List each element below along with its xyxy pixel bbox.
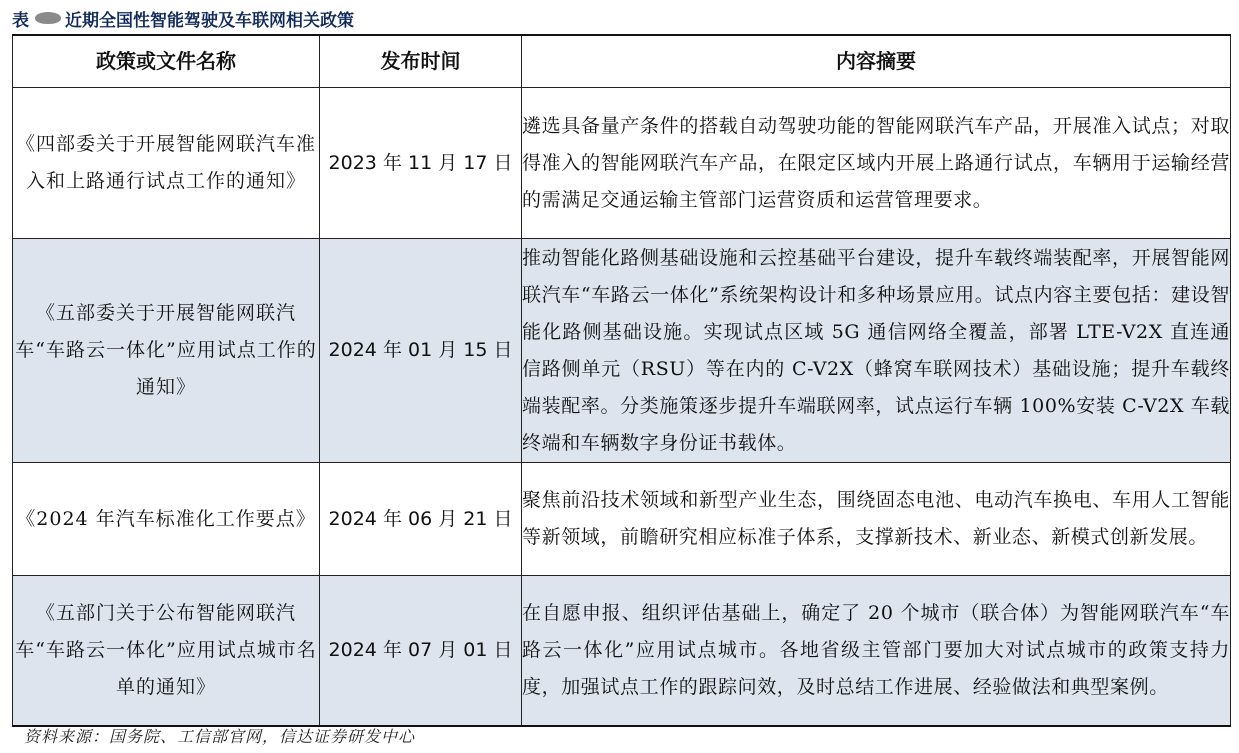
publish-date-cell: 2024 年 06 月 21 日: [320, 463, 522, 576]
policy-name-cell: 《2024 年汽车标准化工作要点》: [13, 463, 320, 576]
summary-cell: 遴选具备量产条件的搭载自动驾驶功能的智能网联汽车产品，开展准入试点；对取得准入的智能网联汽车产品，在限定区域内开展上路通行试点，车辆用于运输经营的需满足交通运输主管部门运营资质和运营管理要求。: [522, 88, 1231, 239]
header-publish-date: 发布时间: [320, 35, 522, 88]
table-row: [13, 576, 1231, 726]
policy-table: [12, 34, 1231, 727]
source-note: 资料来源：国务院、工信部官网，信达证券研发中心: [24, 727, 416, 746]
publish-date-cell: 2024 年 07 月 01 日: [320, 576, 522, 726]
table-header-row: [13, 35, 1231, 88]
summary-cell: 推动智能化路侧基础设施和云控基础平台建设，提升车载终端装配率，开展智能网联汽车“车路云一体化”系统架构设计和多种场景应用。试点内容主要包括：建设智能化路侧基础设施。实现试点区域 5G 通信网络全覆盖，部署 LTE-V2X 直连通信路侧单元（RSU）等在内的 C-V2X（蜂窝车联网技术）基础设施；提升车载终端装配率。分类施策逐步提升车端联网率，试点运行车辆 100%安装 C-V2X 车载终端和车辆数字身份证书载体。: [522, 239, 1231, 463]
table-row: [13, 88, 1231, 239]
policy-name-cell: 《四部委关于开展智能网联汽车准入和上路通行试点工作的通知》: [13, 88, 320, 239]
caption-prefix: 表: [12, 10, 29, 31]
publish-date-cell: 2023 年 11 月 17 日: [320, 88, 522, 239]
table-row: [13, 463, 1231, 576]
policy-name-cell: 《五部委关于开展智能网联汽车“车路云一体化”应用试点工作的通知》: [13, 239, 320, 463]
caption-title: 近期全国性智能驾驶及车联网相关政策: [65, 10, 354, 31]
table-caption: [12, 6, 354, 30]
header-summary: 内容摘要: [522, 35, 1231, 88]
policy-name-cell: 《五部门关于公布智能网联汽车“车路云一体化”应用试点城市名单的通知》: [13, 576, 320, 726]
table-row: [13, 239, 1231, 463]
redacted-mark-icon: [35, 12, 61, 24]
header-policy-name: 政策或文件名称: [13, 35, 320, 88]
summary-cell: 在自愿申报、组织评估基础上，确定了 20 个城市（联合体）为智能网联汽车“车路云一体化”应用试点城市。各地省级主管部门要加大对试点城市的政策支持力度，加强试点工作的跟踪问效，及时总结工作进展、经验做法和典型案例。: [522, 576, 1231, 726]
summary-cell: 聚焦前沿技术领域和新型产业生态，围绕固态电池、电动汽车换电、车用人工智能等新领域，前瞻研究相应标准子体系，支撑新技术、新业态、新模式创新发展。: [522, 463, 1231, 576]
publish-date-cell: 2024 年 01 月 15 日: [320, 239, 522, 463]
